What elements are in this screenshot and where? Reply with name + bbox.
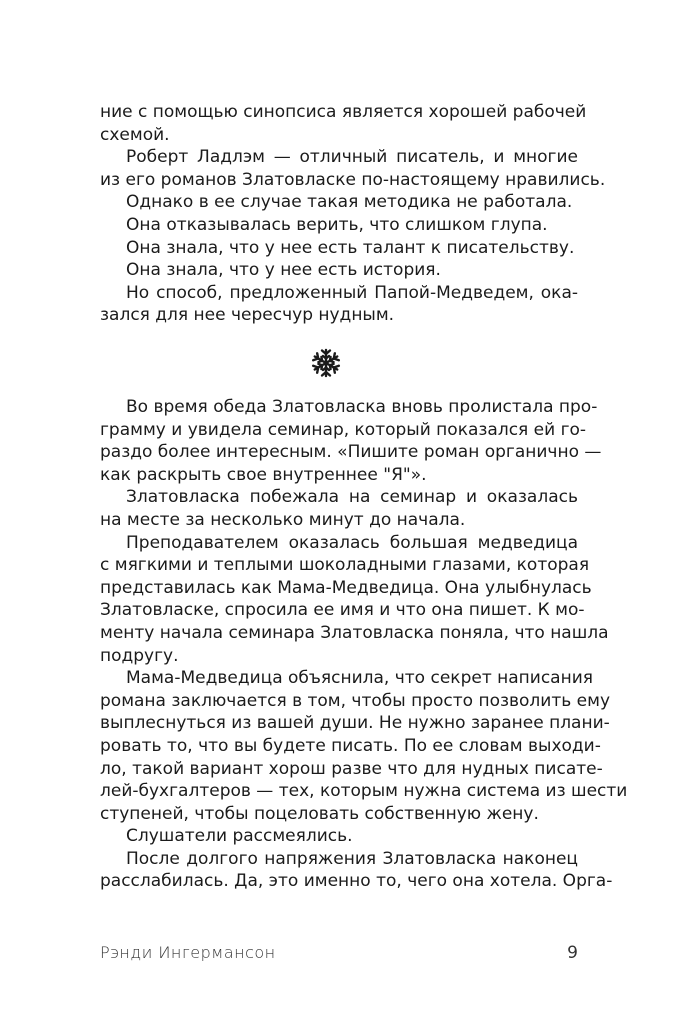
text-line: ступеней, чтобы поцеловать собственную жену. (100, 803, 539, 824)
text-line: Она знала, что у нее есть талант к писательству. (126, 237, 575, 258)
text-line: как раскрыть свое внутреннее "Я"». (100, 464, 427, 485)
text-line: ровать то, что вы будете писать. По ее словам выходи- (100, 735, 601, 756)
text-line: После долгого напряжения Златовласка наконец (126, 848, 578, 869)
text-line: Слушатели рассмеялись. (126, 826, 353, 847)
text-line: Мама-Медведица объяснила, что секрет написания (126, 668, 593, 689)
text-line: романа заключается в том, чтобы просто позволить ему (100, 690, 611, 711)
text-line: представилась как Мама-Медведица. Она улыбнулась (100, 577, 592, 598)
text-line: Златовласке, спросила ее имя и что она пишет. К мо- (100, 600, 585, 621)
text-line: зался для нее чересчур нудным. (100, 305, 395, 326)
text-line: на месте за несколько минут до начала. (100, 509, 466, 530)
text-line: лей-бухгалтеров — тех, которым нужна система из шести (100, 781, 628, 802)
page-footer (100, 943, 578, 967)
text-line: выплеснуться из вашей души. Не нужно заранее плани- (100, 713, 610, 734)
text-line: Во время обеда Златовласка вновь пролистала про- (126, 397, 598, 417)
text-block-top (100, 101, 606, 327)
text-line: Преподавателем оказалась большая медведица (126, 532, 578, 553)
text-block-bottom (100, 396, 628, 893)
text-line: Златовласка побежала на семинар и оказалась (126, 487, 578, 508)
text-line: Но способ, предложенный Папой-Медведем, ока- (126, 282, 578, 303)
snowflake-icon (310, 347, 342, 379)
text-line: из его романов Златовласке по-настоящему нравились. (100, 169, 606, 190)
text-line: расслабилась. Да, это именно то, чего она хотела. Орга- (100, 871, 613, 892)
section-divider (310, 347, 342, 379)
text-line: ние с помощью синопсиса является хорошей рабочей (100, 102, 587, 122)
text-line: менту начала семинара Златовласка поняла, что нашла (100, 622, 609, 643)
running-footer-author: Рэнди Ингермансон (100, 943, 276, 962)
text-line: схемой. (100, 124, 170, 145)
text-line: раздо более интересным. «Пишите роман органично — (100, 442, 602, 463)
text-line: ло, такой вариант хорош разве что для нудных писате- (100, 758, 603, 779)
text-line: Она отказывалась верить, что слишком глупа. (126, 214, 548, 235)
text-line: с мягкими и теплыми шоколадными глазами, которая (100, 555, 590, 576)
text-line: подругу. (100, 645, 179, 666)
text-line: Роберт Ладлэм — отличный писатель, и многие (126, 147, 578, 168)
text-line: Она знала, что у нее есть история. (126, 260, 441, 281)
page-number: 9 (567, 943, 578, 963)
text-line: грамму и увидела семинар, который показался ей го- (100, 419, 587, 440)
text-line: Однако в ее случае такая методика не работала. (126, 192, 573, 213)
